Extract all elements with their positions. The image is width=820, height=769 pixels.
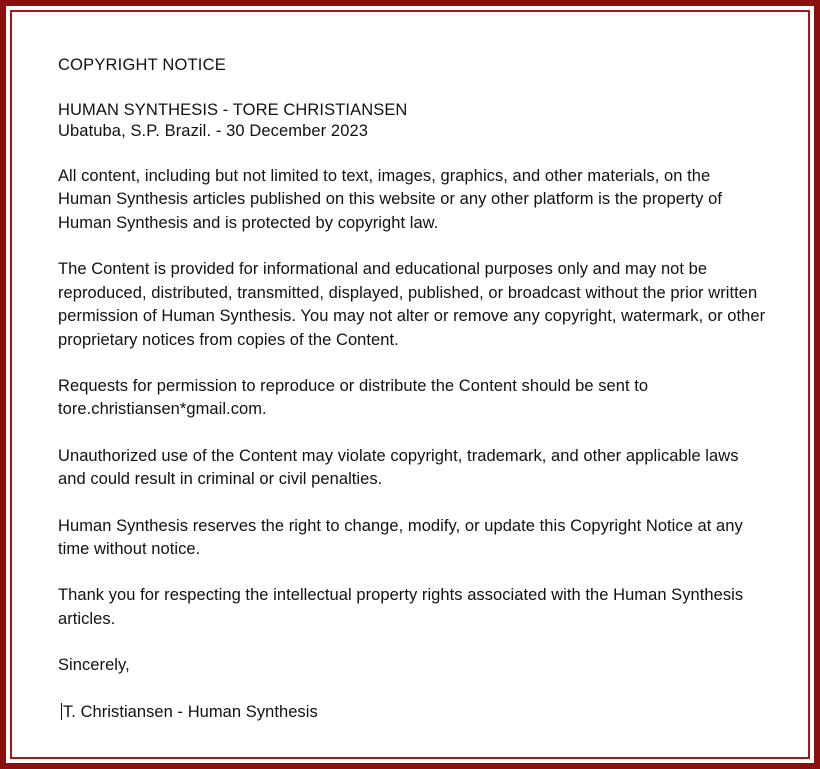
text-cursor xyxy=(61,703,62,720)
page-title: COPYRIGHT NOTICE xyxy=(58,56,226,74)
document-subtitle: HUMAN SYNTHESIS - TORE CHRISTIANSEN xyxy=(58,101,408,119)
paragraph-permission-requests: Requests for permission to reproduce or distribute the Content should be sent to tore.christiansen*gmail.com. xyxy=(58,376,649,419)
paragraph-content-ownership: All content, including but not limited to text, images, graphics, and other materials, on the Human Synthesis articles published on this website or any other platform is the property of Human Synthesis and is protected by copyright law. xyxy=(58,167,722,232)
signature-text: T. Christiansen - Human Synthesis xyxy=(63,702,318,721)
document-place-date: Ubatuba, S.P. Brazil. - 30 December 2023 xyxy=(58,122,369,140)
paragraph-thank-you: Thank you for respecting the intellectual property rights associated with the Human Synthesis articles. xyxy=(58,586,744,628)
paragraph-usage-restrictions: The Content is provided for informational and educational purposes only and may not be reproduced, distributed, transmitted, displayed, published, or broadcast without the prior written permission of Human Synthesis. You may not alter or remove any copyright, watermark, or other proprietary notices from copies of the Content. xyxy=(58,260,766,349)
signature-line xyxy=(58,701,766,724)
document-page xyxy=(10,10,810,759)
paragraph-unauthorized-use: Unauthorized use of the Content may violate copyright, trademark, and other applicable laws and could result in criminal or civil penalties. xyxy=(58,446,739,489)
closing-line: Sincerely, xyxy=(58,656,130,675)
paragraph-notice-changes: Human Synthesis reserves the right to change, modify, or update this Copyright Notice at any time without notice. xyxy=(58,516,743,559)
